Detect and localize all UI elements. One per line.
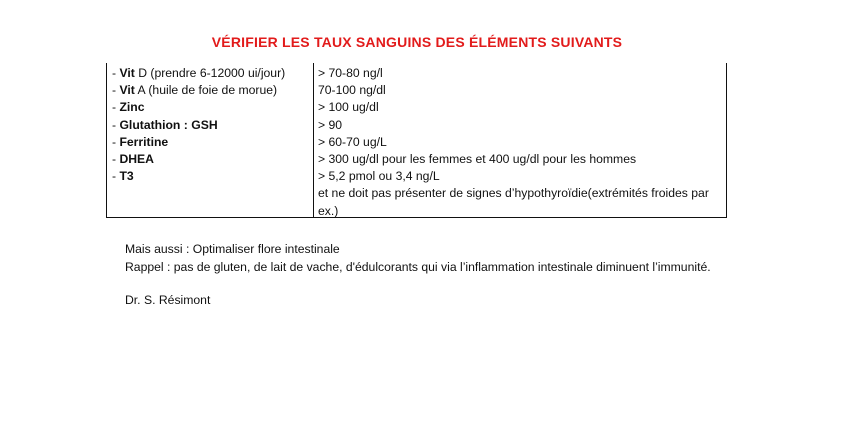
page-title: VÉRIFIER LES TAUX SANGUINS DES ÉLÉMENTS SUIVANTS (211, 34, 623, 50)
element-row-t3: - T3 (112, 169, 134, 184)
element-name: DHEA (119, 152, 154, 167)
element-detail: D (prendre 6-12000 ui/jour) (134, 66, 286, 80)
element-row-vit-a: - Vit A (huile de foie de morue) (112, 83, 278, 98)
element-name: T3 (119, 169, 134, 184)
element-name: Glutathion : GSH (119, 117, 218, 132)
element-name: Ferritine (119, 134, 169, 149)
spacer (125, 276, 725, 292)
value-column (314, 63, 726, 217)
element-name: Vit (119, 83, 135, 98)
element-row-dhea: - DHEA (112, 152, 154, 167)
element-row-ferritine: - Ferritine (112, 134, 169, 149)
value-zinc: > 100 ug/dl (318, 100, 379, 115)
element-name: Zinc (119, 100, 145, 115)
element-name: Vit (119, 66, 135, 80)
value-ferritine: > 60-70 ug/L (318, 134, 387, 149)
signature: Dr. S. Résimont (125, 293, 211, 307)
note-flore: Mais aussi : Optimaliser flore intestinale (125, 242, 340, 256)
element-row-glutathion: - Glutathion : GSH (112, 117, 218, 132)
value-dhea: > 300 ug/dl pour les femmes et 400 ug/dl pour les hommes (318, 152, 637, 167)
element-row-zinc: - Zinc (112, 100, 145, 115)
value-vit-d: > 70-80 ng/l (318, 66, 383, 80)
t3-note: et ne doit pas présenter de signes d’hypothyroïdie(extrémités froides par ex.) (318, 186, 709, 218)
blood-levels-table (106, 63, 727, 218)
note-rappel: Rappel : pas de gluten, de lait de vache, d'édulcorants qui via l’inflammation intestinale diminuent l’immunité. (125, 259, 711, 274)
element-column (107, 63, 314, 217)
value-vit-a: 70-100 ng/dl (318, 83, 386, 98)
notes-section (125, 241, 725, 310)
element-detail: A (huile de foie de morue) (134, 83, 278, 98)
element-row-vit-d: - Vit D (prendre 6-12000 ui/jour) (112, 66, 286, 80)
value-t3: > 5,2 pmol ou 3,4 ng/L (318, 169, 440, 184)
value-glutathion: > 90 (318, 117, 343, 132)
